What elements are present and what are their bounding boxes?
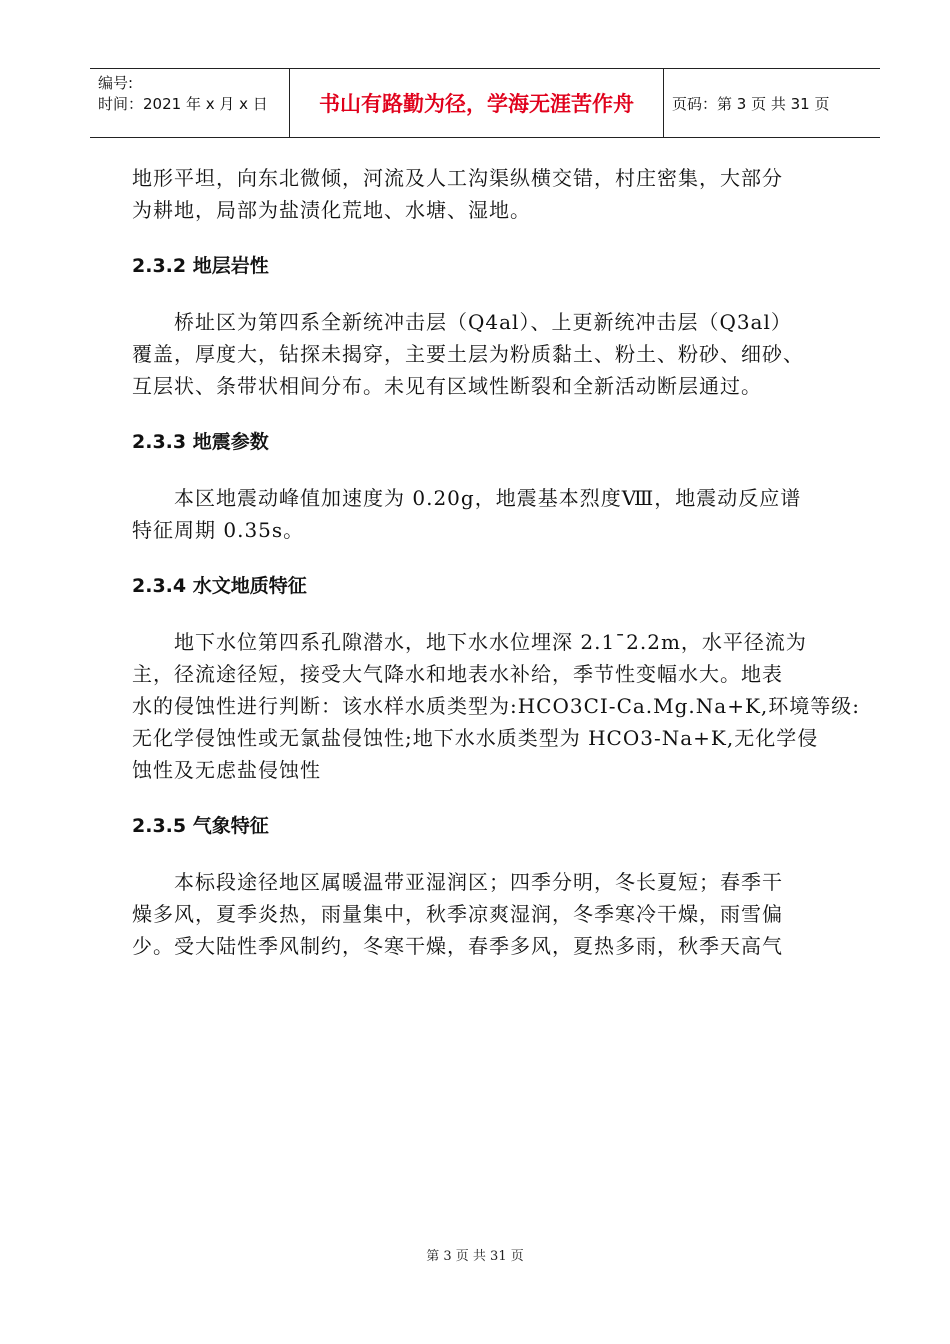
page-footer: 第 3 页 共 31 页 bbox=[426, 1249, 524, 1264]
text-line: 无化学侵蚀性或无氯盐侵蚀性;地下水水质类型为 HCO3-Na+K,无化学侵 bbox=[132, 726, 819, 750]
text-line: 蚀性及无虑盐侵蚀性 bbox=[132, 758, 321, 782]
text-line: 本标段途径地区属暖温带亚湿润区；四季分明，冬长夏短；春季干 bbox=[132, 870, 783, 894]
text-line: 覆盖，厚度大，钻探未揭穿，主要土层为粉质黏土、粉土、粉砂、细砂、 bbox=[132, 342, 804, 366]
header-page-info: 页码：第 3 页 共 31 页 bbox=[672, 94, 830, 113]
time-label: 时间：2021 年 x 月 x 日 bbox=[98, 95, 268, 113]
text-line: 少。受大陆性季风制约，冬寒干燥，春季多风，夏热多雨，秋季天高气 bbox=[132, 934, 783, 958]
text-line: 本区地震动峰值加速度为 0.20g，地震基本烈度Ⅷ，地震动反应谱 bbox=[132, 486, 802, 510]
text-line: 地形平坦，向东北微倾，河流及人工沟渠纵横交错，村庄密集，大部分 bbox=[132, 166, 783, 190]
text-line: 桥址区为第四系全新统冲击层（Q4al）、上更新统冲击层（Q3al） bbox=[132, 310, 792, 334]
text-line: 燥多风，夏季炎热，雨量集中，秋季凉爽湿润，冬季寒冷干燥，雨雪偏 bbox=[132, 902, 783, 926]
text-line: 特征周期 0.35s。 bbox=[132, 518, 305, 542]
heading-2-3-2: 2.3.2 地层岩性 bbox=[132, 255, 269, 277]
text-line: 互层状、条带状相间分布。未见有区域性断裂和全新活动断层通过。 bbox=[132, 374, 762, 398]
paragraph-seismic bbox=[132, 482, 832, 546]
paragraph-strata bbox=[132, 306, 832, 402]
paragraph-terrain bbox=[132, 162, 832, 226]
number-label: 编号: bbox=[98, 74, 134, 92]
header-table bbox=[90, 68, 880, 138]
paragraph-hydrogeology bbox=[132, 626, 861, 786]
header-motto: 书山有路勤为径，学海无涯苦作舟 bbox=[290, 69, 664, 137]
header-meta bbox=[90, 69, 290, 137]
text-line: 主，径流途径短，接受大气降水和地表水补给，季节性变幅水大。地表 bbox=[132, 662, 783, 686]
text-line: 水的侵蚀性进行判断：该水样水质类型为:HCO3CI-Ca.Mg.Na+K,环境等级: bbox=[132, 694, 861, 718]
document-body bbox=[132, 162, 861, 986]
heading-2-3-4: 2.3.4 水文地质特征 bbox=[132, 575, 307, 597]
paragraph-climate bbox=[132, 866, 832, 962]
text-line: 地下水位第四系孔隙潜水，地下水水位埋深 2.1¯2.2m，水平径流为 bbox=[132, 630, 807, 654]
heading-2-3-3: 2.3.3 地震参数 bbox=[132, 431, 269, 453]
text-line: 为耕地，局部为盐渍化荒地、水塘、湿地。 bbox=[132, 198, 531, 222]
heading-2-3-5: 2.3.5 气象特征 bbox=[132, 815, 269, 837]
